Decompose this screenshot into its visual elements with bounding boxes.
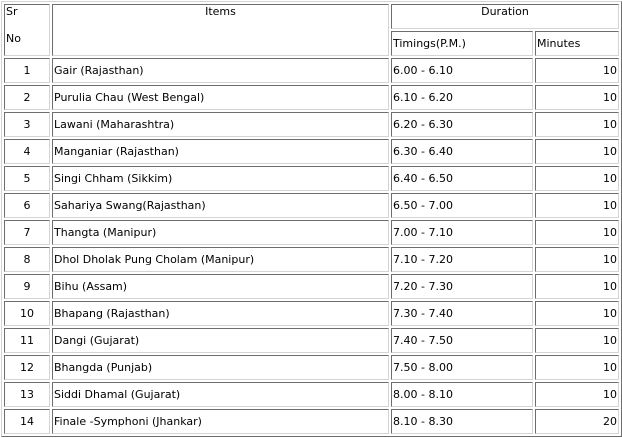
row-item: Bihu (Assam) — [52, 274, 389, 299]
schedule-table — [1, 1, 622, 437]
table-row — [4, 274, 619, 299]
header-sr-line1: Sr — [6, 5, 18, 18]
row-sr-no: 3 — [4, 112, 50, 137]
table-row — [4, 85, 619, 110]
row-item: Thangta (Manipur) — [52, 220, 389, 245]
row-minutes: 10 — [535, 220, 619, 245]
row-sr-no: 13 — [4, 382, 50, 407]
row-timing: 7.00 - 7.10 — [391, 220, 533, 245]
table-row — [4, 139, 619, 164]
header-duration: Duration — [391, 4, 619, 29]
row-timing: 7.50 - 8.00 — [391, 355, 533, 380]
row-timing: 7.20 - 7.30 — [391, 274, 533, 299]
row-sr-no: 2 — [4, 85, 50, 110]
row-timing: 7.10 - 7.20 — [391, 247, 533, 272]
row-minutes: 20 — [535, 409, 619, 434]
row-item: Dhol Dholak Pung Cholam (Manipur) — [52, 247, 389, 272]
row-item: Sahariya Swang(Rajasthan) — [52, 193, 389, 218]
row-minutes: 10 — [535, 382, 619, 407]
row-minutes: 10 — [535, 112, 619, 137]
row-timing: 6.00 - 6.10 — [391, 58, 533, 83]
row-sr-no: 14 — [4, 409, 50, 434]
row-timing: 6.30 - 6.40 — [391, 139, 533, 164]
table-row — [4, 409, 619, 434]
row-sr-no: 9 — [4, 274, 50, 299]
table-row — [4, 328, 619, 353]
row-item: Finale -Symphoni (Jhankar) — [52, 409, 389, 434]
row-minutes: 10 — [535, 355, 619, 380]
row-item: Gair (Rajasthan) — [52, 58, 389, 83]
table-row — [4, 355, 619, 380]
row-minutes: 10 — [535, 166, 619, 191]
row-timing: 8.10 - 8.30 — [391, 409, 533, 434]
row-sr-no: 5 — [4, 166, 50, 191]
row-item: Siddi Dhamal (Gujarat) — [52, 382, 389, 407]
row-item: Singi Chham (Sikkim) — [52, 166, 389, 191]
table-row — [4, 220, 619, 245]
row-sr-no: 6 — [4, 193, 50, 218]
row-item: Purulia Chau (West Bengal) — [52, 85, 389, 110]
row-timing: 6.10 - 6.20 — [391, 85, 533, 110]
row-minutes: 10 — [535, 328, 619, 353]
row-timing: 6.20 - 6.30 — [391, 112, 533, 137]
schedule-table-body — [4, 4, 619, 434]
row-minutes: 10 — [535, 301, 619, 326]
header-sr-line2: No — [6, 32, 21, 45]
row-sr-no: 10 — [4, 301, 50, 326]
header-row — [4, 4, 619, 29]
table-row — [4, 247, 619, 272]
table-row — [4, 193, 619, 218]
row-sr-no: 11 — [4, 328, 50, 353]
row-sr-no: 8 — [4, 247, 50, 272]
header-sr-no — [4, 4, 50, 56]
row-minutes: 10 — [535, 247, 619, 272]
row-timing: 6.40 - 6.50 — [391, 166, 533, 191]
table-row — [4, 58, 619, 83]
row-minutes: 10 — [535, 139, 619, 164]
row-minutes: 10 — [535, 274, 619, 299]
row-sr-no: 4 — [4, 139, 50, 164]
row-timing: 7.40 - 7.50 — [391, 328, 533, 353]
row-minutes: 10 — [535, 58, 619, 83]
row-minutes: 10 — [535, 193, 619, 218]
table-row — [4, 301, 619, 326]
row-sr-no: 7 — [4, 220, 50, 245]
table-row — [4, 112, 619, 137]
row-timing: 6.50 - 7.00 — [391, 193, 533, 218]
row-sr-no: 12 — [4, 355, 50, 380]
row-timing: 8.00 - 8.10 — [391, 382, 533, 407]
row-timing: 7.30 - 7.40 — [391, 301, 533, 326]
header-minutes: Minutes — [535, 31, 619, 56]
row-item: Bhangda (Punjab) — [52, 355, 389, 380]
row-item: Bhapang (Rajasthan) — [52, 301, 389, 326]
row-item: Lawani (Maharashtra) — [52, 112, 389, 137]
row-item: Dangi (Gujarat) — [52, 328, 389, 353]
header-timings: Timings(P.M.) — [391, 31, 533, 56]
row-sr-no: 1 — [4, 58, 50, 83]
table-row — [4, 382, 619, 407]
row-item: Manganiar (Rajasthan) — [52, 139, 389, 164]
table-row — [4, 166, 619, 191]
row-minutes: 10 — [535, 85, 619, 110]
header-items: Items — [52, 4, 389, 56]
